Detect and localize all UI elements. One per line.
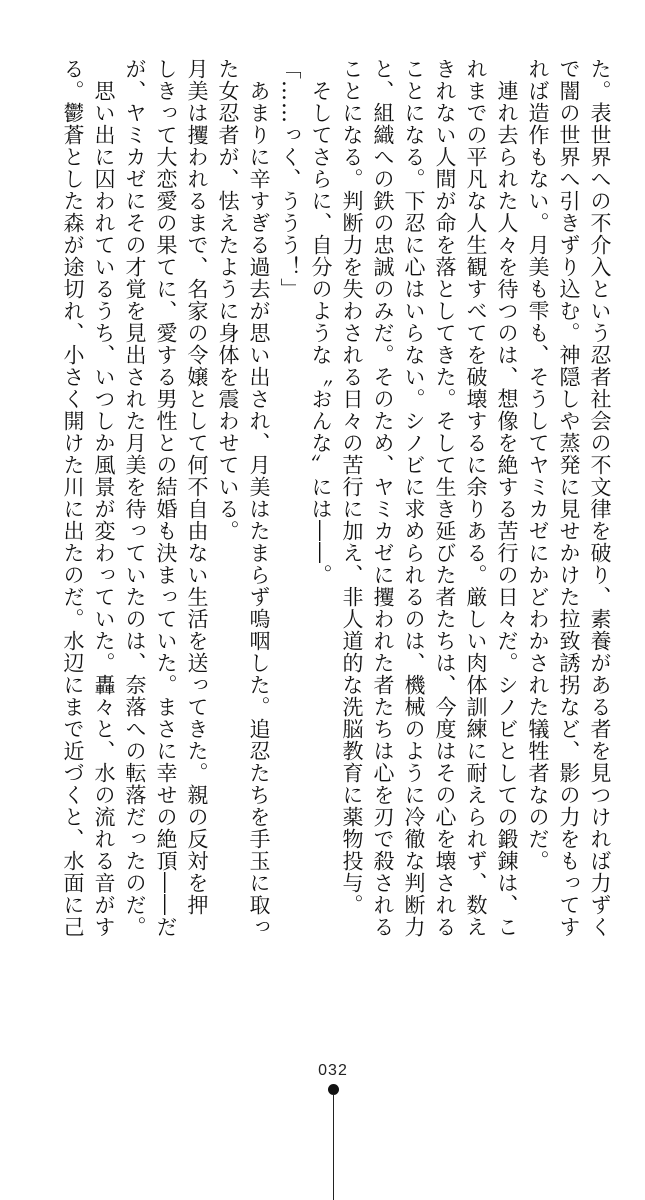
- text-line: で闇の世界へ引きずり込む。神隠しや蒸発に見せかけた拉致誘拐など、影の力をもってす: [557, 58, 581, 938]
- text-line: そしてさらに、自分のような〝おんな〟には――。: [309, 58, 333, 586]
- text-line: れまでの平凡な人生観すべてを破壊するに余りある。厳しい肉体訓練に耐えられず、数え: [464, 58, 488, 938]
- text-line: ことになる。判断力を失わされる日々の苦行に加え、非人道的な洗脳教育に薬物投与。: [340, 58, 364, 916]
- text-line: れば造作もない。月美も雫も、そうしてヤミカゼにかどわかされた犠牲者なのだ。: [526, 58, 550, 872]
- vertical-text-body: [57, 58, 615, 988]
- text-line: る。鬱蒼とした森が途切れ、小さく開けた川に出たのだ。水辺にまで近づくと、水面に己: [61, 58, 85, 938]
- text-line: た女忍者が、怯えたように身体を震わせている。: [216, 58, 240, 542]
- text-line: あまりに辛すぎる過去が思い出され、月美はたまらず嗚咽した。追忍たちを手玉に取っ: [247, 58, 271, 938]
- text-line: と、組織への鉄の忠誠のみだ。そのため、ヤミカゼに攫われた者たちは心を刃で殺される: [371, 58, 395, 938]
- text-line: 連れ去られた人々を待つのは、想像を絶する苦行の日々だ。シノビとしての鍛錬は、こ: [495, 58, 519, 938]
- text-line: が、ヤミカゼにその才覚を見出された月美を待っていたのは、奈落への転落だったのだ。: [123, 58, 147, 938]
- text-line: ことになる。下忍に心はいらない。シノビに求められるのは、機械のように冷徹な判断力: [402, 58, 426, 938]
- page-marker-rule: [333, 1094, 334, 1200]
- page-number: 032: [318, 1062, 348, 1079]
- text-line: 「……っく、ううう！」: [278, 58, 302, 300]
- text-line: た。表世界への不介入という忍者社会の不文律を破り、素養がある者を見つければ力ずく: [588, 58, 612, 938]
- text-line: しきって大恋愛の果てに、愛する男性との結婚も決まっていた。まさに幸せの絶頂――だ: [154, 58, 178, 938]
- text-line: きれない人間が命を落としてきた。そして生き延びた者たちは、今度はその心を壊される: [433, 58, 457, 938]
- text-line: 月美は攫われるまで、名家の令嬢として何不自由ない生活を送ってきた。親の反対を押: [185, 58, 209, 916]
- text-line: 思い出に囚われているうち、いつしか風景が変わっていた。轟々と、水の流れる音がす: [92, 58, 116, 938]
